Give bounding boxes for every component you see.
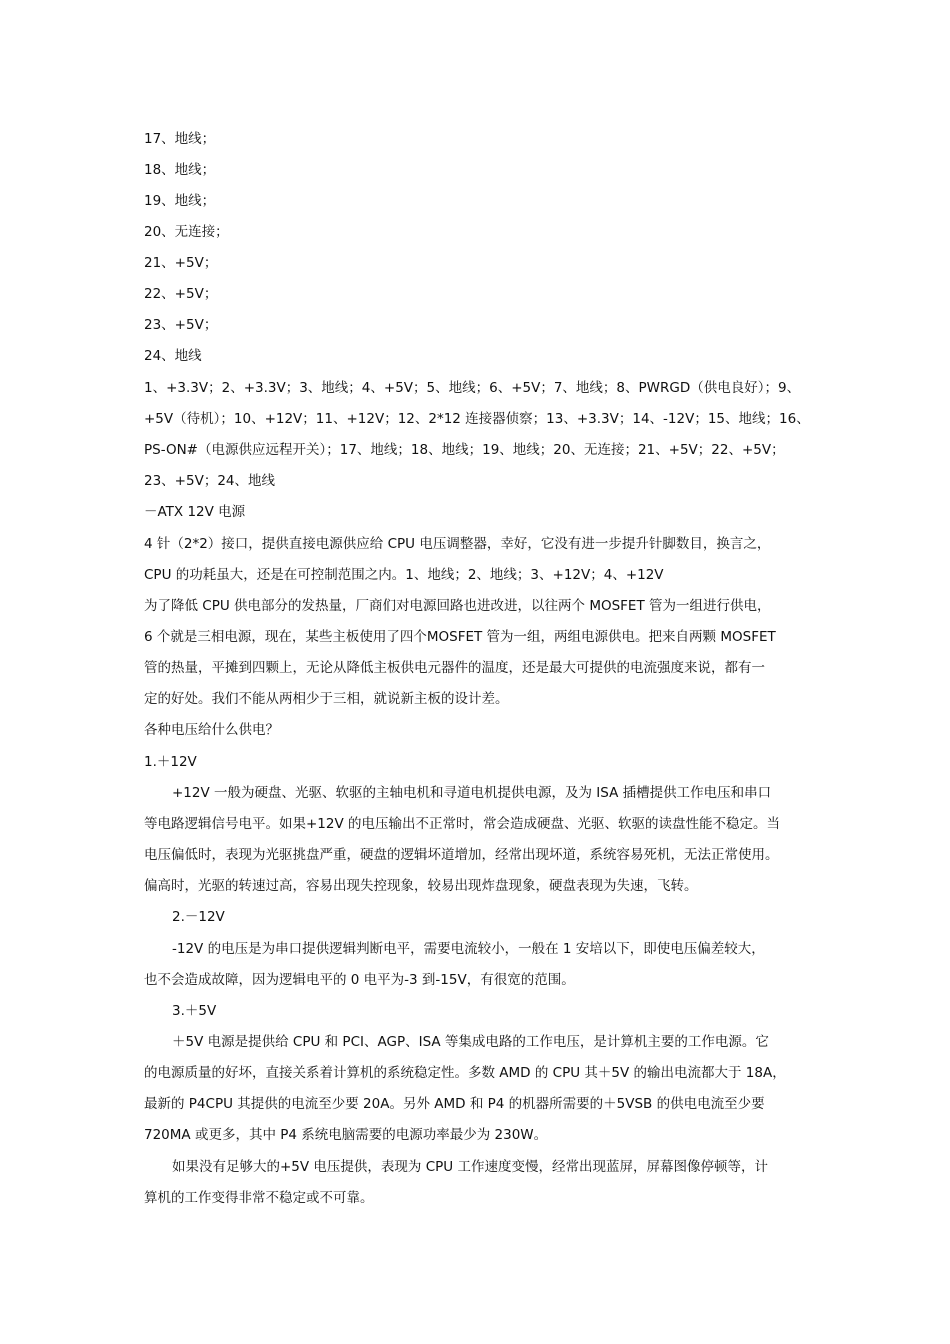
text-line: PS-ON#（电源供应远程开关）；17、地线；18、地线；19、地线；20、无连接；21、+5V；22、+5V； — [144, 442, 785, 458]
text-line: 定的好处。我们不能从两相少于三相，就说新主板的设计差。 — [144, 691, 509, 707]
text-line: 720MA 或更多，其中 P4 系统电脑需要的电源功率最少为 230W。 — [144, 1127, 548, 1143]
text-line: -12V 的电压是为串口提供逻辑判断电平，需要电流较小，一般在 1 安培以下，即使电压偏差较大， — [172, 941, 765, 957]
text-line: 最新的 P4CPU 其提供的电流至少要 20A。另外 AMD 和 P4 的机器所需要的＋5VSB 的供电电流至少要 — [144, 1096, 765, 1112]
section-heading: 3.＋5V — [172, 1003, 217, 1019]
text-line: 22、+5V； — [144, 286, 218, 302]
text-line: 等电路逻辑信号电平。如果+12V 的电压输出不正常时，常会造成硬盘、光驱、软驱的读盘性能不稳定。当 — [144, 816, 781, 832]
text-line: ＋5V 电源是提供给 CPU 和 PCI、AGP、ISA 等集成电路的工作电压，是计算机主要的工作电源。它 — [172, 1034, 769, 1050]
text-line: 21、+5V； — [144, 255, 218, 271]
text-line: 19、地线； — [144, 193, 216, 209]
text-line: 18、地线； — [144, 162, 216, 178]
text-line: 20、无连接； — [144, 224, 229, 240]
text-line: 17、地线； — [144, 131, 216, 147]
text-line: 的电源质量的好坏，直接关系着计算机的系统稳定性。多数 AMD 的 CPU 其＋5V 的输出电流都大于 18A， — [144, 1065, 786, 1081]
text-line: +5V（待机）；10、+12V；11、+12V；12、2*12 连接器侦察；13、+3.3V；14、-12V；15、地线；16、 — [144, 411, 810, 427]
section-heading: 各种电压给什么供电？ — [144, 722, 279, 738]
text-line: 算机的工作变得非常不稳定或不可靠。 — [144, 1190, 374, 1206]
text-line: 也不会造成故障，因为逻辑电平的 0 电平为-3 到-15V，有很宽的范围。 — [144, 972, 575, 988]
text-line: 1、+3.3V；2、+3.3V；3、地线；4、+5V；5、地线；6、+5V；7、地线；8、PWRGD（供电良好）；9、 — [144, 380, 801, 396]
text-line: 4 针（2*2）接口，提供直接电源供应给 CPU 电压调整器，幸好，它没有进一步提升针脚数目，换言之， — [144, 536, 771, 552]
text-line: 偏高时，光驱的转速过高，容易出现失控现象，较易出现炸盘现象，硬盘表现为失速，飞转。 — [144, 878, 698, 894]
section-heading: 2.－12V — [172, 909, 225, 925]
text-line: 如果没有足够大的+5V 电压提供，表现为 CPU 工作速度变慢，经常出现蓝屏，屏幕图像停顿等，计 — [172, 1159, 768, 1175]
section-heading: －ATX 12V 电源 — [144, 504, 246, 520]
text-line: 23、+5V； — [144, 317, 218, 333]
text-line: 24、地线 — [144, 348, 202, 364]
text-line: 6 个就是三相电源，现在，某些主板使用了四个MOSFET 管为一组，两组电源供电。把来自两颗 MOSFET — [144, 629, 776, 645]
text-line: 管的热量，平摊到四颗上，无论从降低主板供电元器件的温度，还是最大可提供的电流强度来说，都有一 — [144, 660, 765, 676]
text-line: CPU 的功耗虽大，还是在可控制范围之内。1、地线；2、地线；3、+12V；4、+12V — [144, 567, 664, 583]
text-line: 为了降低 CPU 供电部分的发热量，厂商们对电源回路也进改进，以往两个 MOSFET 管为一组进行供电， — [144, 598, 771, 614]
text-line: 电压偏低时，表现为光驱挑盘严重，硬盘的逻辑坏道增加，经常出现坏道，系统容易死机，无法正常使用。 — [144, 847, 779, 863]
text-line: +12V 一般为硬盘、光驱、软驱的主轴电机和寻道电机提供电源，及为 ISA 插槽提供工作电压和串口 — [172, 785, 772, 801]
section-heading: 1.＋12V — [144, 754, 197, 770]
text-line: 23、+5V；24、地线 — [144, 473, 275, 489]
